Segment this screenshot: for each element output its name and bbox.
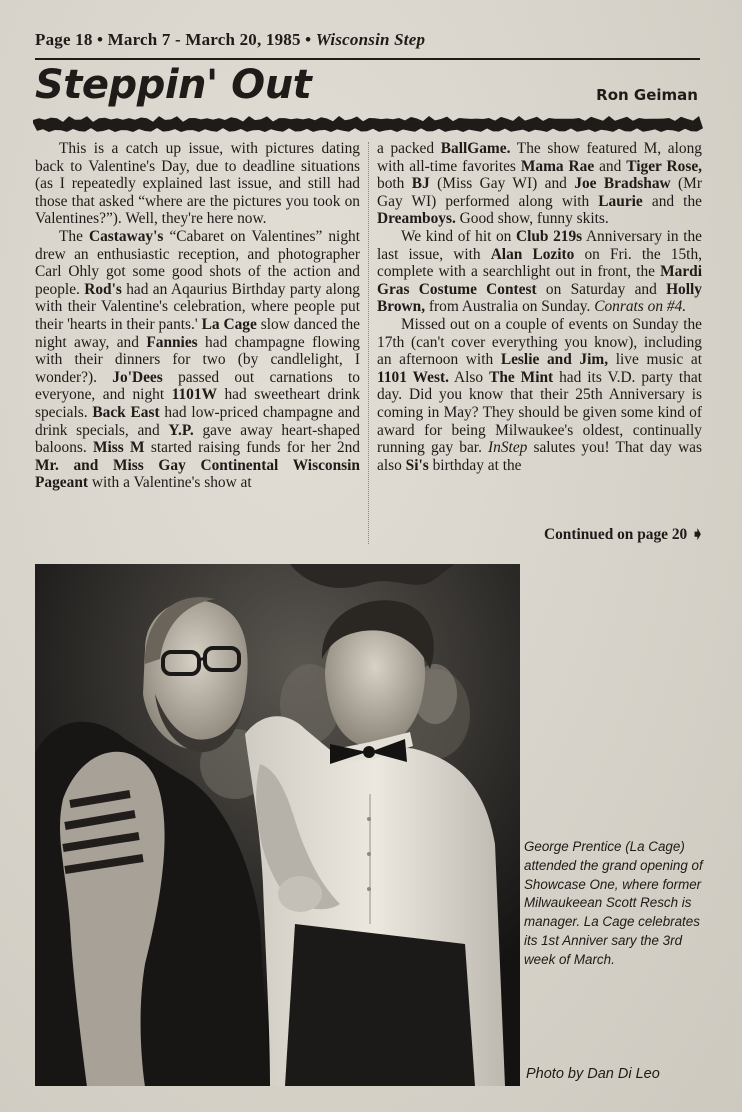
- text-run: (Miss Gay WI) and: [429, 175, 575, 193]
- text-run: live music at: [608, 351, 702, 369]
- bold-name: BJ: [411, 175, 430, 193]
- issue-date: March 7 - March 20, 1985: [107, 30, 301, 49]
- bold-name: Back East: [92, 403, 160, 421]
- article-column-2: [377, 140, 702, 474]
- bold-name: Club 219s: [515, 227, 583, 245]
- text-run: The show featured M, along with all-time favorites: [377, 140, 702, 175]
- text-run: Good show, funny skits.: [455, 210, 609, 228]
- arrow-right-icon: ➧: [691, 526, 704, 543]
- bold-name: Mr. and Miss Gay Continental Wisconsin Pageant: [35, 456, 360, 492]
- text-run: “Cabaret on Valentines” night drew an enthusiastic reception, and photographer Carl Ohly got some good shots of the action and people.: [35, 227, 360, 298]
- continued-link[interactable]: [544, 525, 704, 544]
- paragraph: [377, 316, 702, 474]
- bold-name: 1101W: [171, 386, 217, 404]
- text-run: had sweetheart drink specials.: [35, 386, 360, 421]
- text-run: salutes you! That day was also: [377, 439, 703, 474]
- bold-name: BallGame.: [440, 140, 511, 157]
- text-run: a packed: [377, 140, 441, 157]
- bold-name: The Mint: [489, 368, 554, 386]
- text-run: Anniversary in the last issue, with: [377, 227, 703, 263]
- text-run: both: [377, 175, 412, 193]
- publication-name: Wisconsin Step: [315, 30, 426, 49]
- text-run: and the: [642, 192, 702, 210]
- page-header: [35, 30, 700, 50]
- text-run: Missed out on a couple of events on Sunday the 17th (can't cover everything you know), including an afternoon with: [377, 315, 702, 369]
- text-run: on Fri. the 15th, complete with a searchlight out in front, the: [377, 245, 702, 281]
- text-run: birthday at the: [428, 456, 522, 474]
- text-run: started raising funds for her 2nd: [144, 439, 360, 457]
- text-run: and: [594, 157, 627, 175]
- paragraph: [377, 228, 702, 316]
- bold-name: Holly Brown,: [377, 280, 702, 316]
- bold-name: Laurie: [598, 192, 643, 210]
- bold-name: Mama Rae: [520, 157, 595, 175]
- bold-name: Miss M: [93, 439, 145, 457]
- text-run: had low-priced champagne and drink specials, and: [35, 403, 360, 439]
- separator: •: [305, 30, 312, 49]
- paragraph: [35, 228, 360, 492]
- bold-name: 1101 West.: [377, 368, 449, 386]
- italic-text: Conrats on #4.: [594, 298, 687, 316]
- photo-credit: Photo by Dan Di Leo: [526, 1066, 660, 1082]
- bold-name: La Cage: [201, 315, 257, 333]
- bold-name: Tiger Rose,: [626, 157, 702, 175]
- text-run: from Australia on Sunday.: [425, 298, 595, 316]
- bold-name: Y.P.: [168, 421, 194, 439]
- separator: •: [97, 30, 104, 49]
- bold-name: Leslie and Jim,: [500, 351, 609, 369]
- page-number: Page 18: [35, 30, 93, 49]
- text-run: on Saturday and: [536, 280, 667, 298]
- photo: [35, 564, 520, 1086]
- column-title: Steppin' Out: [35, 62, 312, 108]
- paragraph: This is a catch up issue, with pictures dating back to Valentine's Day, due to deadline situations (as I repeatedly explained last issue, and still had those that asked “where are the pictures you took on Valentines?”). Well, they're here now.: [35, 140, 360, 228]
- italic-text: InStep: [488, 439, 528, 457]
- bold-name: Alan Lozito: [490, 245, 575, 263]
- bold-name: Dreamboys.: [377, 210, 456, 228]
- text-run: Also: [448, 368, 490, 386]
- text-run: passed out carnations to everyone, and night: [35, 368, 360, 404]
- byline: Ron Geiman: [596, 86, 698, 104]
- continued-text: Continued on page 20: [543, 526, 688, 543]
- bold-name: Jo'Dees: [112, 368, 163, 386]
- text-run: had champagne flowing with their dinners for two (by candlelight, I wonder?).: [35, 333, 360, 386]
- text-run: had its V.D. party that day. Did you know that their 25th Anniversary is coming in May? They should be given some kind of award for being Milwaukee's oldest, continually running gay bar.: [377, 368, 702, 457]
- paragraph: [377, 140, 702, 228]
- bold-name: Rod's: [84, 280, 122, 298]
- header-rule: [35, 58, 700, 60]
- text-run: slow danced the night away, and: [35, 315, 360, 351]
- text-run: with a Valentine's show at: [88, 474, 252, 492]
- text-run: (Mr Gay WI) performed along with: [377, 175, 702, 210]
- text-run: gave away heart-shaped baloons.: [35, 421, 360, 457]
- bold-name: Fannies: [146, 333, 198, 351]
- column-divider: [368, 142, 369, 544]
- bold-name: Castaway's: [89, 227, 164, 245]
- bold-name: Joe Bradshaw: [574, 175, 671, 193]
- bold-name: Mardi Gras Costume Contest: [377, 263, 702, 298]
- text-run: had an Aqaurius Birthday party along with their Valentine's celebration, where people put their 'hearts in their pants.': [35, 280, 360, 333]
- article-column-1: [35, 140, 360, 492]
- wavy-divider: [33, 114, 703, 136]
- text-run: The: [59, 227, 89, 245]
- photo-caption: George Prentice (La Cage) attended the grand opening of Showcase One, where former Milwaukeean Scott Resch is manager. La Cage celebrates its 1st Anniver sary the 3rd week of March.: [524, 839, 703, 967]
- bold-name: Si's: [405, 456, 429, 474]
- text-run: We kind of hit on: [401, 227, 516, 245]
